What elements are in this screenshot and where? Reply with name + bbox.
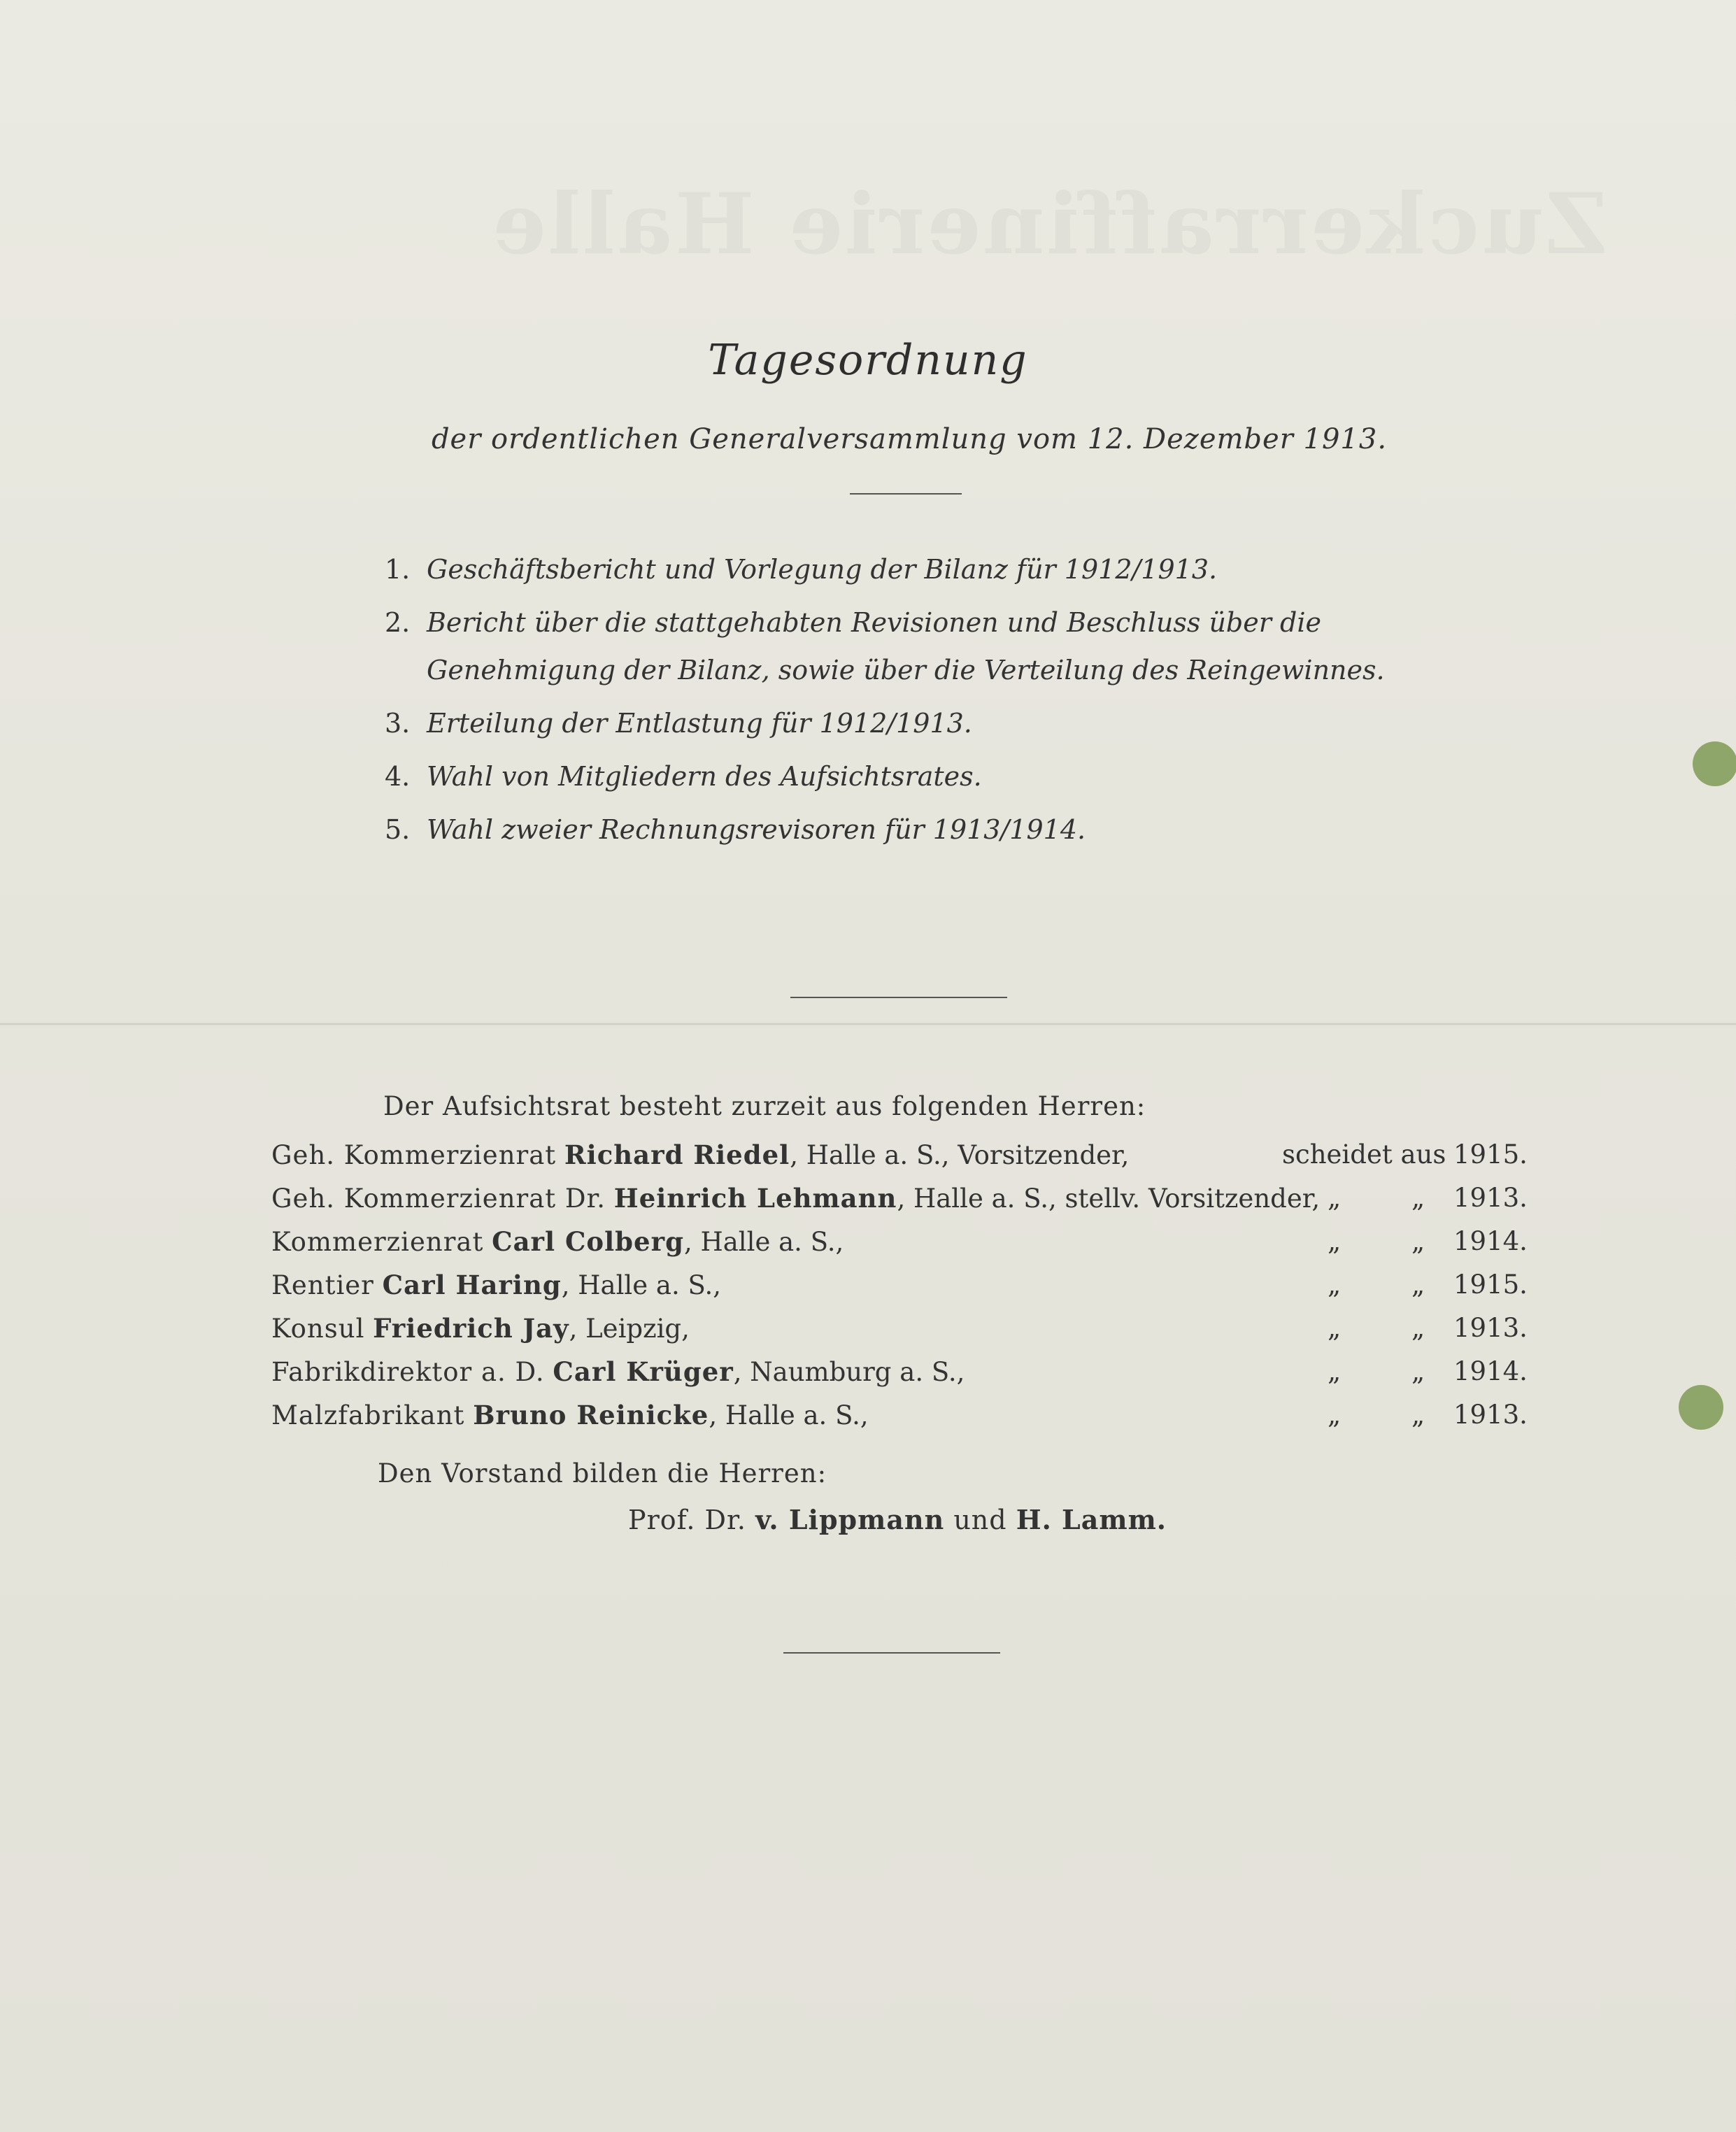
member-title: Geh. Kommerzienrat (271, 1140, 557, 1170)
member-name: Carl Colberg (492, 1226, 684, 1257)
punch-hole (1693, 741, 1736, 786)
board-member (271, 1263, 1530, 1307)
member-details: , Naumburg a. S., (733, 1357, 965, 1387)
board-member-list (271, 1133, 1530, 1437)
agenda-item-text: Wahl von Mitgliedern des Aufsichtsrates. (427, 761, 982, 792)
board-member (271, 1177, 1530, 1220)
agenda-item (385, 699, 1434, 747)
divider (850, 493, 962, 495)
member-name: Heinrich Lehmann (613, 1183, 897, 1214)
member-title: Kommerzienrat (271, 1227, 484, 1257)
member-details: , Halle a. S., (709, 1400, 869, 1430)
agenda-item-number: 4. (385, 761, 411, 792)
agenda-subtitle: der ordentlichen Generalversammlung vom 12. Dezember 1913. (431, 423, 1388, 455)
ditto-mark: „ (1411, 1356, 1425, 1386)
member-details: , Halle a. S., stellv. Vorsitzender, (897, 1184, 1321, 1214)
agenda-item (385, 753, 1434, 800)
ditto-mark: „ (1411, 1270, 1425, 1300)
member-details: , Halle a. S., Vorsitzender, (790, 1140, 1130, 1170)
member-details: , Halle a. S., (683, 1227, 844, 1257)
agenda-item (385, 599, 1434, 694)
ditto-mark: „ (1328, 1313, 1342, 1343)
board-member (271, 1393, 1530, 1437)
agenda-item-number: 1. (385, 554, 411, 585)
member-details: , Halle a. S., (561, 1270, 722, 1300)
vorstand-title: Prof. Dr. (628, 1505, 747, 1535)
member-title: Geh. Kommerzienrat Dr. (271, 1184, 606, 1214)
board-member (271, 1350, 1530, 1393)
bleed-through-text: Zuckerraffinerie Halle (490, 175, 1607, 273)
member-title: Fabrikdirektor a. D. (271, 1357, 545, 1387)
agenda-item-number: 5. (385, 814, 411, 845)
member-title: Rentier (271, 1270, 374, 1300)
punch-hole (1679, 1385, 1723, 1430)
page-fold (0, 1023, 1736, 1025)
agenda-item-text: Bericht über die stattgehabten Revisionen und Beschluss über die Genehmigung der Bilanz, sowie über die Verteilung des Reingewinnes. (427, 607, 1385, 685)
member-name: Bruno Reinicke (473, 1400, 709, 1430)
exit-year: 1915. (1453, 1270, 1528, 1300)
ditto-mark: „ (1328, 1400, 1342, 1430)
ditto-mark: „ (1411, 1313, 1425, 1343)
ditto-mark: „ (1328, 1356, 1342, 1386)
agenda-item-text: Geschäftsbericht und Vorlegung der Bilanz für 1912/1913. (427, 554, 1218, 585)
board-member (271, 1133, 1530, 1177)
ditto-mark: „ (1411, 1183, 1425, 1213)
exit-year: 1913. (1453, 1183, 1528, 1213)
member-title: Konsul (271, 1314, 365, 1344)
vorstand-name: H. Lamm. (1016, 1504, 1167, 1535)
member-title: Malzfabrikant (271, 1400, 465, 1430)
ditto-mark: „ (1411, 1226, 1425, 1256)
exit-year: 1913. (1453, 1313, 1528, 1343)
member-details: , Leipzig, (569, 1314, 690, 1344)
agenda-item-number: 2. (385, 607, 411, 638)
agenda-list (385, 546, 1434, 853)
member-name: Friedrich Jay (373, 1313, 569, 1344)
exit-year: 1913. (1453, 1400, 1528, 1430)
exit-year: 1914. (1453, 1226, 1528, 1256)
agenda-item-text: Wahl zweier Rechnungsrevisoren für 1913/1914. (427, 814, 1086, 845)
vorstand-intro: Den Vorstand bilden die Herren: (378, 1458, 827, 1488)
member-name: Richard Riedel (564, 1139, 790, 1170)
agenda-item (385, 546, 1434, 593)
ditto-mark: „ (1328, 1270, 1342, 1300)
board-intro: Der Aufsichtsrat besteht zurzeit aus folgenden Herren: (383, 1091, 1146, 1121)
divider (790, 997, 1007, 998)
vorstand-conjunction: und (953, 1505, 1007, 1535)
board-member (271, 1307, 1530, 1350)
board-member (271, 1220, 1530, 1263)
member-name: Carl Haring (382, 1270, 562, 1300)
exit-year: 1914. (1453, 1356, 1528, 1386)
ditto-mark: „ (1328, 1226, 1342, 1256)
vorstand-name: v. Lippmann (755, 1504, 945, 1535)
agenda-title: Tagesordnung (708, 336, 1028, 385)
ditto-mark: „ (1328, 1183, 1342, 1213)
agenda-item (385, 806, 1434, 853)
divider (783, 1652, 1000, 1654)
agenda-item-text: Erteilung der Entlastung für 1912/1913. (427, 708, 972, 739)
agenda-item-number: 3. (385, 708, 411, 739)
vorstand-members (628, 1504, 1167, 1535)
exit-prefix: scheidet aus (1282, 1139, 1446, 1170)
ditto-mark: „ (1411, 1400, 1425, 1430)
exit-year: 1915. (1453, 1139, 1528, 1170)
member-name: Carl Krüger (553, 1356, 734, 1387)
